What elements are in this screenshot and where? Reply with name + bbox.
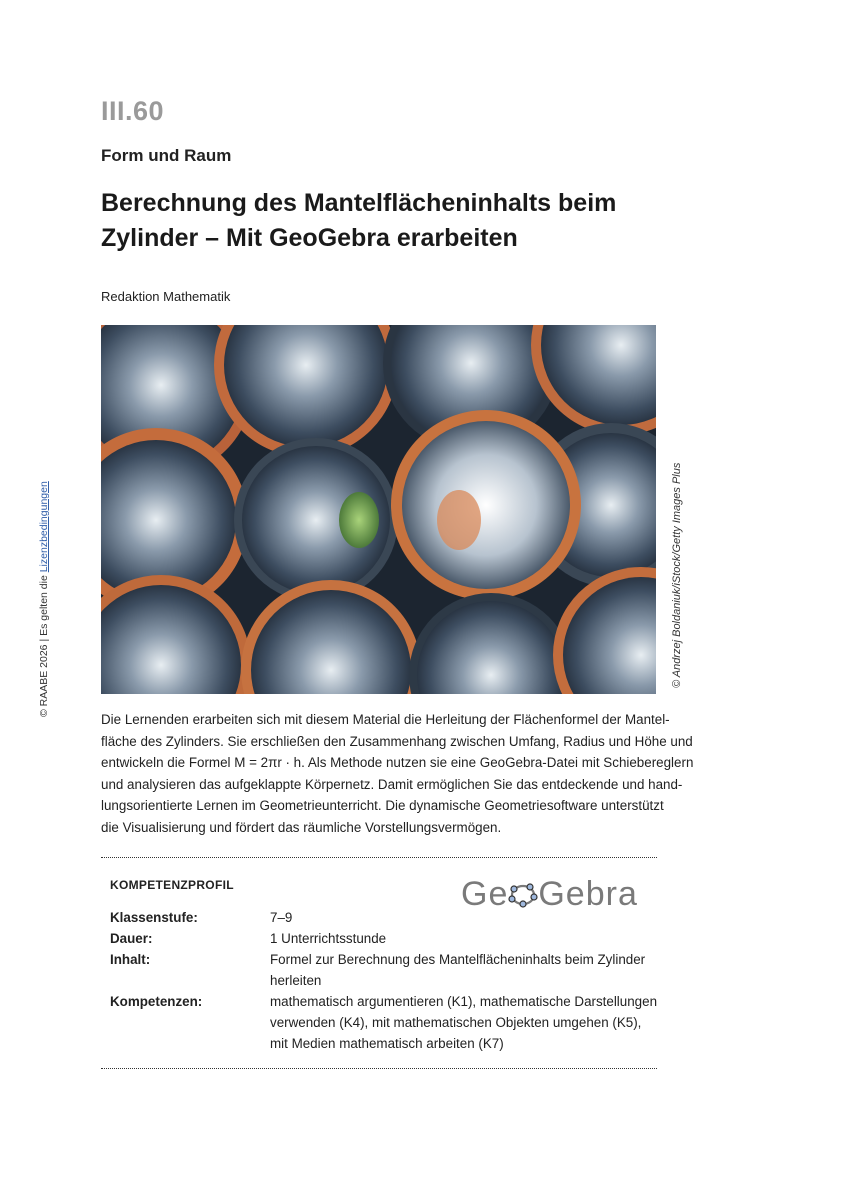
section-label: Form und Raum bbox=[101, 146, 232, 165]
row-value bbox=[270, 928, 660, 949]
intro-line: die Visualisierung und fördert das räumliche Vorstellungsvermögen. bbox=[101, 819, 502, 835]
chapter-number: III.60 bbox=[101, 96, 165, 126]
intro-line: Die Lernenden erarbeiten sich mit diesem Material die Herleitung der Flächenformel der Mantel- bbox=[101, 712, 670, 727]
table-row bbox=[110, 991, 660, 1054]
logo-text-left: Ge bbox=[461, 875, 509, 913]
pipes-illustration bbox=[101, 325, 656, 694]
page-title bbox=[101, 186, 661, 256]
intro-line: und analysieren das aufgeklappte Körpernetz. Damit ermöglichen Sie das entdeckende und hand- bbox=[101, 776, 683, 792]
intro-line: entwickeln die Formel M = 2πr · h. Als Methode nutzen sie eine GeoGebra-Datei mit Schiebereglern bbox=[101, 755, 694, 770]
intro-line: lungsorientierte Lernen im Geometrieunterricht. Die dynamische Geometriesoftware unterstützt bbox=[101, 798, 664, 813]
rights-text: © RAABE 2026 | Es gelten die bbox=[38, 572, 50, 717]
row-value-line: mathematisch argumentieren (K1), mathematische Darstellungen bbox=[270, 994, 658, 1009]
row-value-line: Formel zur Berechnung des Mantelflächeninhalts beim Zylinder bbox=[270, 952, 646, 967]
row-value-line: verwenden (K4), mit mathematischen Objekten umgehen (K5), bbox=[270, 1015, 642, 1030]
pipe-mid-center-left bbox=[234, 438, 398, 602]
pipe-mid-center bbox=[391, 410, 581, 600]
title-line-1: Berechnung des Mantelflächeninhalts beim bbox=[101, 189, 617, 217]
license-link[interactable]: Lizenzbedingungen bbox=[38, 481, 50, 573]
intro-line: fläche des Zylinders. Sie erschließen den Zusammenhang zwischen Umfang, Radius und Höhe und bbox=[101, 733, 693, 749]
row-value bbox=[270, 991, 660, 1054]
table-row bbox=[110, 928, 660, 949]
profile-heading: KOMPETENZPROFIL bbox=[110, 878, 234, 892]
row-label: Inhalt: bbox=[110, 952, 151, 967]
row-label: Klassenstufe: bbox=[110, 910, 198, 925]
row-label: Kompetenzen: bbox=[110, 994, 203, 1009]
row-value bbox=[270, 949, 660, 991]
row-value-line: mit Medien mathematisch arbeiten (K7) bbox=[270, 1036, 504, 1051]
row-value-line: 1 Unterrichtsstunde bbox=[270, 931, 387, 946]
table-row bbox=[110, 949, 660, 991]
table-row bbox=[110, 907, 660, 928]
title-line-2: Zylinder – Mit GeoGebra erarbeiten bbox=[101, 224, 518, 252]
logo-text-right: Gebra bbox=[538, 875, 638, 913]
row-value bbox=[270, 907, 660, 928]
rights-notice bbox=[38, 481, 50, 717]
intro-paragraph bbox=[101, 709, 694, 838]
author: Redaktion Mathematik bbox=[101, 289, 231, 304]
divider-bottom bbox=[101, 1068, 657, 1069]
photo-credit: © Andrzej Boldaniuk/iStock/Getty Images Plus bbox=[671, 462, 683, 688]
row-value-line: herleiten bbox=[270, 973, 322, 988]
competence-profile-table bbox=[110, 907, 660, 1054]
row-label: Dauer: bbox=[110, 931, 153, 946]
divider-top bbox=[101, 857, 657, 858]
row-value-line: 7–9 bbox=[270, 910, 293, 925]
cover-photo-pipes bbox=[101, 325, 656, 694]
